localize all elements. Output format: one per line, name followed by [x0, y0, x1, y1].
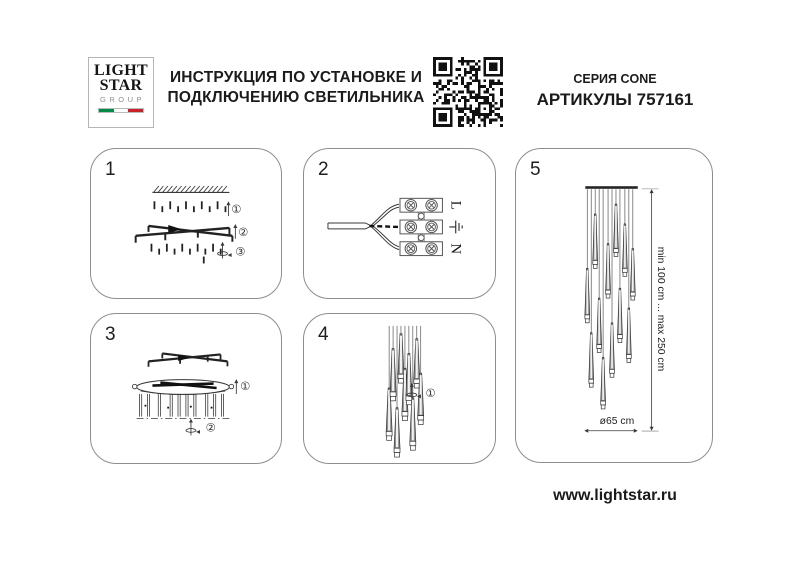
- live-terminal-label: L: [447, 200, 464, 210]
- step-marker-2: ②: [205, 420, 216, 435]
- height-dimension-label: min 100 cm ... max 250 cm: [655, 246, 667, 372]
- article-label: АРТИКУЛЫ 757161: [536, 90, 694, 109]
- panel-step-5: [515, 148, 713, 463]
- step-marker-1: ①: [231, 202, 242, 217]
- step-4-diagram: [304, 314, 495, 463]
- logo-word-star: STAR: [99, 76, 143, 94]
- series-label: СЕРИЯ CONE: [573, 72, 657, 86]
- step-marker-1: ①: [425, 385, 436, 400]
- italian-flag-icon: [98, 108, 144, 113]
- logo-word-light: LIGHT: [94, 62, 148, 79]
- neutral-terminal-label: N: [447, 243, 464, 255]
- qr-code: [433, 57, 503, 127]
- step-marker-1: ①: [240, 379, 251, 394]
- step-number-1: 1: [105, 159, 116, 180]
- panel-step-2: [303, 148, 496, 299]
- step-marker-3: ③: [235, 244, 246, 259]
- step-marker-2: ②: [238, 224, 249, 239]
- ground-icon: [449, 221, 462, 234]
- website-url: www.lightstar.ru: [553, 487, 677, 504]
- page-title-line1: ИНСТРУКЦИЯ ПО УСТАНОВКЕ И: [169, 69, 423, 86]
- step-number-2: 2: [318, 159, 329, 180]
- step-1-diagram: [91, 149, 281, 298]
- step-2-diagram: [304, 149, 495, 298]
- product-info: [515, 72, 715, 110]
- logo-word-group: GROUP: [99, 95, 145, 104]
- diameter-dimension-label: ø65 cm: [599, 415, 635, 427]
- panel-step-3: [90, 313, 282, 464]
- step-number-3: 3: [105, 324, 116, 345]
- step-3-diagram: [91, 314, 281, 463]
- step-number-4: 4: [318, 324, 329, 345]
- lightstar-logo: [88, 57, 154, 128]
- page-title: [158, 68, 434, 107]
- step-number-5: 5: [530, 159, 541, 180]
- page-title-line2: ПОДКЛЮЧЕНИЮ СВЕТИЛЬНИКА: [167, 88, 425, 106]
- panel-step-4: [303, 313, 496, 464]
- panel-step-1: [90, 148, 282, 299]
- step-5-diagram: [516, 149, 712, 462]
